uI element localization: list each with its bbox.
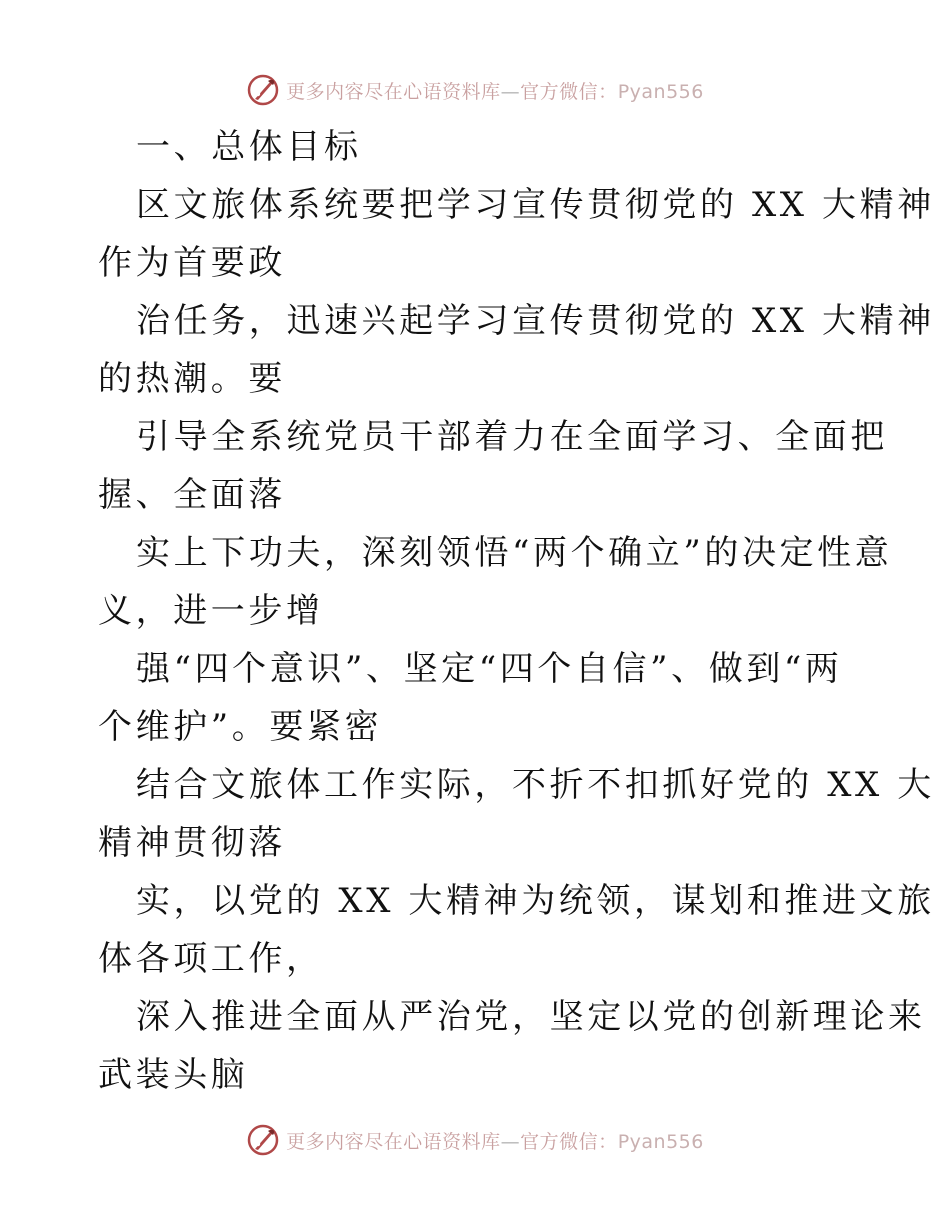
watermark-handle: Pyan556 xyxy=(617,1130,704,1153)
text-line: 深入推进全面从严治党，坚定以党的创新理论来 xyxy=(136,997,926,1037)
text-line: 个维护”。要紧密 xyxy=(98,707,383,747)
watermark-separator: — xyxy=(500,1130,521,1153)
footer-watermark xyxy=(0,1120,950,1160)
watermark-official: 官方微信： xyxy=(520,80,618,103)
quill-circle-icon xyxy=(246,1123,280,1157)
text-line: 义，进一步增 xyxy=(98,591,324,631)
quill-circle-icon xyxy=(246,73,280,107)
text-line: 引导全系统党员干部着力在全面学习、全面把 xyxy=(136,417,888,457)
text-line: 治任务，迅速兴起学习宣传贯彻党的 XX 大精神 xyxy=(136,301,935,341)
watermark-text xyxy=(286,1127,704,1154)
watermark-handle: Pyan556 xyxy=(617,80,704,103)
watermark-separator: — xyxy=(500,80,521,103)
watermark-official: 官方微信： xyxy=(520,1130,618,1153)
watermark-main: 更多内容尽在心语资料库 xyxy=(286,80,501,103)
section-heading: 一、总体目标 xyxy=(136,127,362,167)
text-line: 精神贯彻落 xyxy=(98,823,286,863)
header-watermark xyxy=(0,70,950,110)
text-line: 结合文旅体工作实际，不折不扣抓好党的 XX 大 xyxy=(136,765,935,805)
text-line: 区文旅体系统要把学习宣传贯彻党的 XX 大精神 xyxy=(136,185,935,225)
text-line: 武装头脑 xyxy=(98,1055,249,1095)
text-line: 实上下功夫，深刻领悟“两个确立”的决定性意 xyxy=(136,533,893,573)
watermark-text xyxy=(286,77,704,104)
watermark-main: 更多内容尽在心语资料库 xyxy=(286,1130,501,1153)
text-line: 实，以党的 XX 大精神为统领，谋划和推进文旅 xyxy=(136,881,935,921)
text-line: 强“四个意识”、坚定“四个自信”、做到“两 xyxy=(136,649,843,689)
text-line: 的热潮。要 xyxy=(98,359,286,399)
text-line: 握、全面落 xyxy=(98,475,286,515)
text-line: 作为首要政 xyxy=(98,243,286,283)
text-line: 体各项工作， xyxy=(98,939,324,979)
